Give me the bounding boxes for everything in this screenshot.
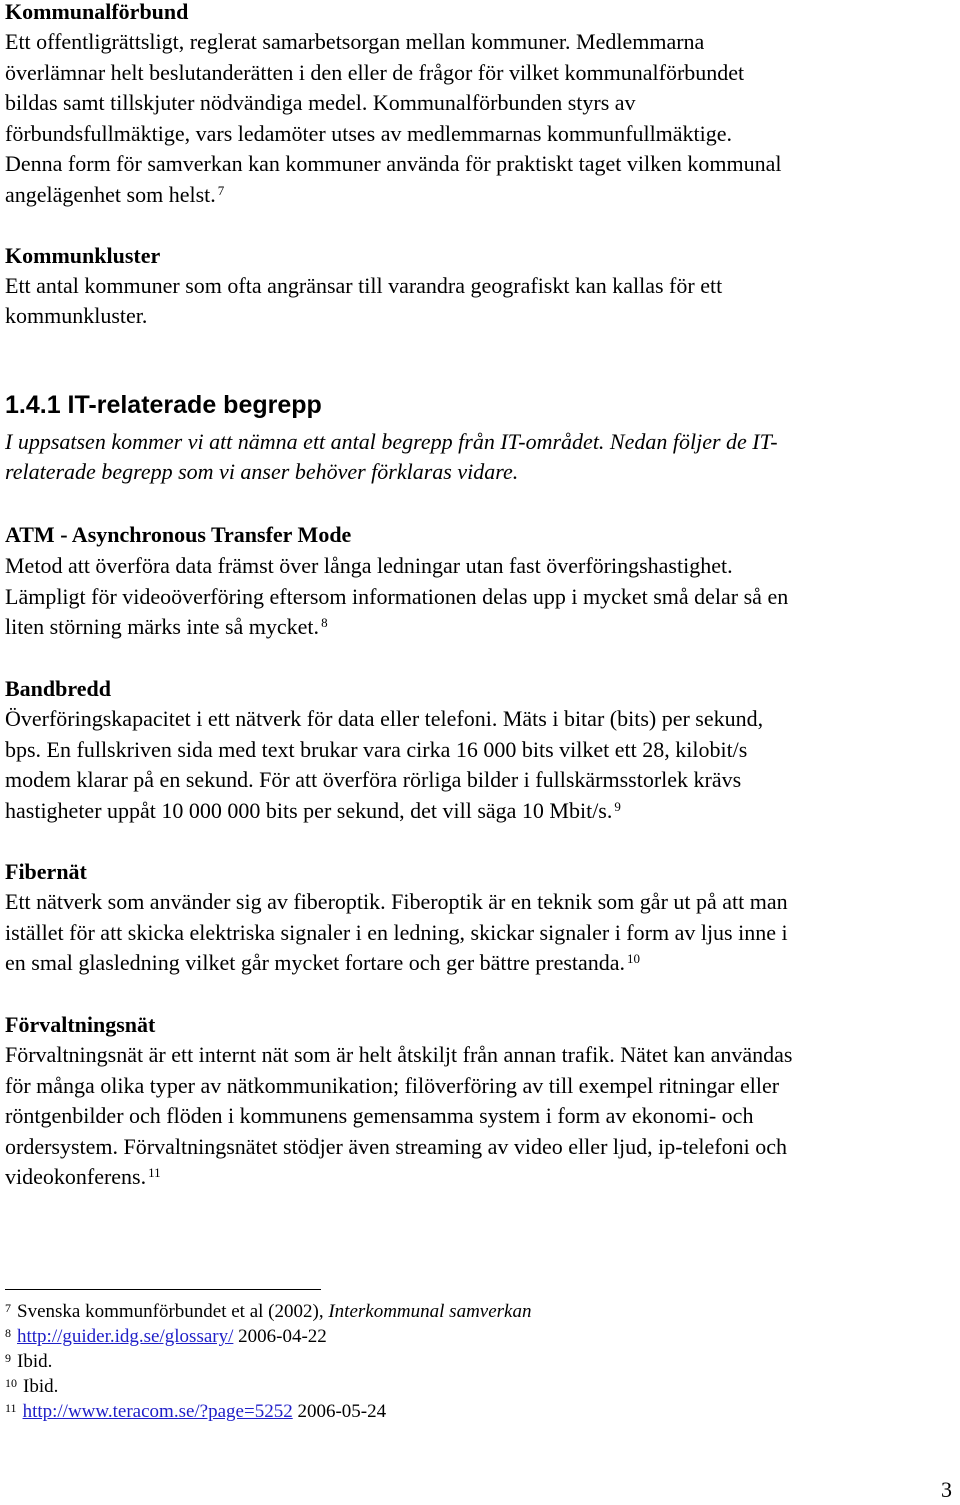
footnote-text: 2006-04-22 xyxy=(233,1326,327,1347)
term-forvaltningsnat: Förvaltningsnät xyxy=(5,1012,156,1037)
text-line: kommunkluster. xyxy=(5,303,148,328)
footnote-ref: 9 xyxy=(614,798,621,814)
footnote-number: 8 xyxy=(5,1326,11,1340)
section-intro xyxy=(5,427,955,487)
footnote-ref: 8 xyxy=(321,615,328,631)
definition-fibernat xyxy=(5,887,955,979)
footnote-8 xyxy=(5,1324,532,1349)
footnote-link[interactable]: http://www.teracom.se/?page=5252 xyxy=(22,1401,293,1422)
text-line: videokonferens. xyxy=(5,1164,147,1190)
text-line: Denna form för samverkan kan kommuner använda för praktiskt taget vilken kommunal xyxy=(5,151,782,177)
term-kommunalforbund: Kommunalförbund xyxy=(5,0,189,24)
page-number: 3 xyxy=(941,1477,952,1502)
definition-forvaltningsnat xyxy=(5,1040,955,1193)
term-kommunkluster: Kommunkluster xyxy=(5,243,161,268)
footnote-text: Ibid. xyxy=(17,1351,53,1372)
footnote-link[interactable]: http://guider.idg.se/glossary/ xyxy=(17,1326,234,1347)
footnote-9 xyxy=(5,1349,532,1374)
footnote-text: Ibid. xyxy=(23,1376,59,1397)
text-line: bps. En fullskriven sida med text brukar vara cirka 16 000 bits vilket ett 28, kilobit/s xyxy=(5,736,748,762)
text-line: Överföringskapacitet i ett nätverk för data eller telefoni. Mäts i bitar (bits) per sekund, xyxy=(5,706,764,731)
footnote-number: 11 xyxy=(5,1401,17,1415)
footnote-number: 7 xyxy=(5,1301,11,1315)
definition-kommunalforbund xyxy=(5,27,955,211)
text-line: Lämpligt för videoöverföring eftersom informationen delas upp i mycket små delar så en xyxy=(5,583,789,609)
text-line: liten störning märks inte så mycket. xyxy=(5,614,320,640)
text-line: Ett offentligrättsligt, reglerat samarbetsorgan mellan kommuner. Medlemmarna xyxy=(5,29,705,54)
text-line: Ett antal kommuner som ofta angränsar till varandra geografiskt kan kallas för ett xyxy=(5,273,723,298)
footnote-10 xyxy=(5,1374,532,1399)
footnote-number: 10 xyxy=(5,1376,17,1390)
text-line: Metod att överföra data främst över långa ledningar utan fast överföringshastighet. xyxy=(5,553,733,578)
term-bandbredd: Bandbredd xyxy=(5,676,111,701)
footnotes xyxy=(5,1299,532,1424)
footnote-title: Interkommunal samverkan xyxy=(328,1301,532,1322)
footnote-text: 2006-05-24 xyxy=(292,1401,387,1422)
text-line: relaterade begrepp som vi anser behöver förklaras vidare. xyxy=(5,459,519,484)
term-fibernat: Fibernät xyxy=(5,859,87,884)
text-line: för många olika typer av nätkommunikation; filöverföring av till exempel ritningar eller xyxy=(5,1072,780,1098)
text-line: modem klarar på en sekund. För att överföra rörliga bilder i fullskärmsstorlek krävs xyxy=(5,767,742,793)
footnote-ref: 10 xyxy=(627,951,641,967)
section-heading: 1.4.1 IT-relaterade begrepp xyxy=(5,391,322,419)
text-line: angelägenhet som helst. xyxy=(5,181,216,207)
footnote-number: 9 xyxy=(5,1351,11,1365)
text-line: bildas samt tillskjuter nödvändiga medel. Kommunalförbunden styrs av xyxy=(5,90,636,116)
footnote-text: Svenska kommunförbundet et al (2002), xyxy=(17,1301,329,1322)
text-line: överlämnar helt beslutanderätten i den eller de frågor för vilket kommunalförbundet xyxy=(5,59,745,85)
footnote-ref: 11 xyxy=(148,1165,161,1181)
text-line: I uppsatsen kommer vi att nämna ett antal begrepp från IT-området. Nedan följer de IT- xyxy=(5,429,778,454)
text-line: Förvaltningsnät är ett internt nät som är helt åtskiljt från annan trafik. Nätet kan användas xyxy=(5,1042,793,1067)
definition-atm xyxy=(5,551,955,643)
footnote-7 xyxy=(5,1299,532,1324)
text-line: en smal glasledning vilket går mycket fortare och ger bättre prestanda. xyxy=(5,950,626,976)
footnote-11 xyxy=(5,1399,532,1424)
text-line: ordersystem. Förvaltningsnätet stödjer även streaming av video eller ljud, ip-telefoni och xyxy=(5,1133,788,1159)
footnote-separator xyxy=(5,1289,321,1290)
text-line: hastigheter uppåt 10 000 000 bits per sekund, det vill säga 10 Mbit/s. xyxy=(5,797,613,823)
term-atm: ATM - Asynchronous Transfer Mode xyxy=(5,522,352,547)
definition-kommunkluster xyxy=(5,271,955,331)
text-line: istället för att skicka elektriska signaler i en ledning, skickar signaler i form av ljus inne i xyxy=(5,919,788,945)
text-line: Ett nätverk som använder sig av fiberoptik. Fiberoptik är en teknik som går ut på att man xyxy=(5,889,788,914)
text-line: förbundsfullmäktige, vars ledamöter utses av medlemmarnas kommunfullmäktige. xyxy=(5,120,733,146)
footnote-ref: 7 xyxy=(217,182,225,198)
definition-bandbredd xyxy=(5,704,955,826)
text-line: röntgenbilder och flöden i kommunens gemensamma system i form av ekonomi- och xyxy=(5,1103,754,1129)
